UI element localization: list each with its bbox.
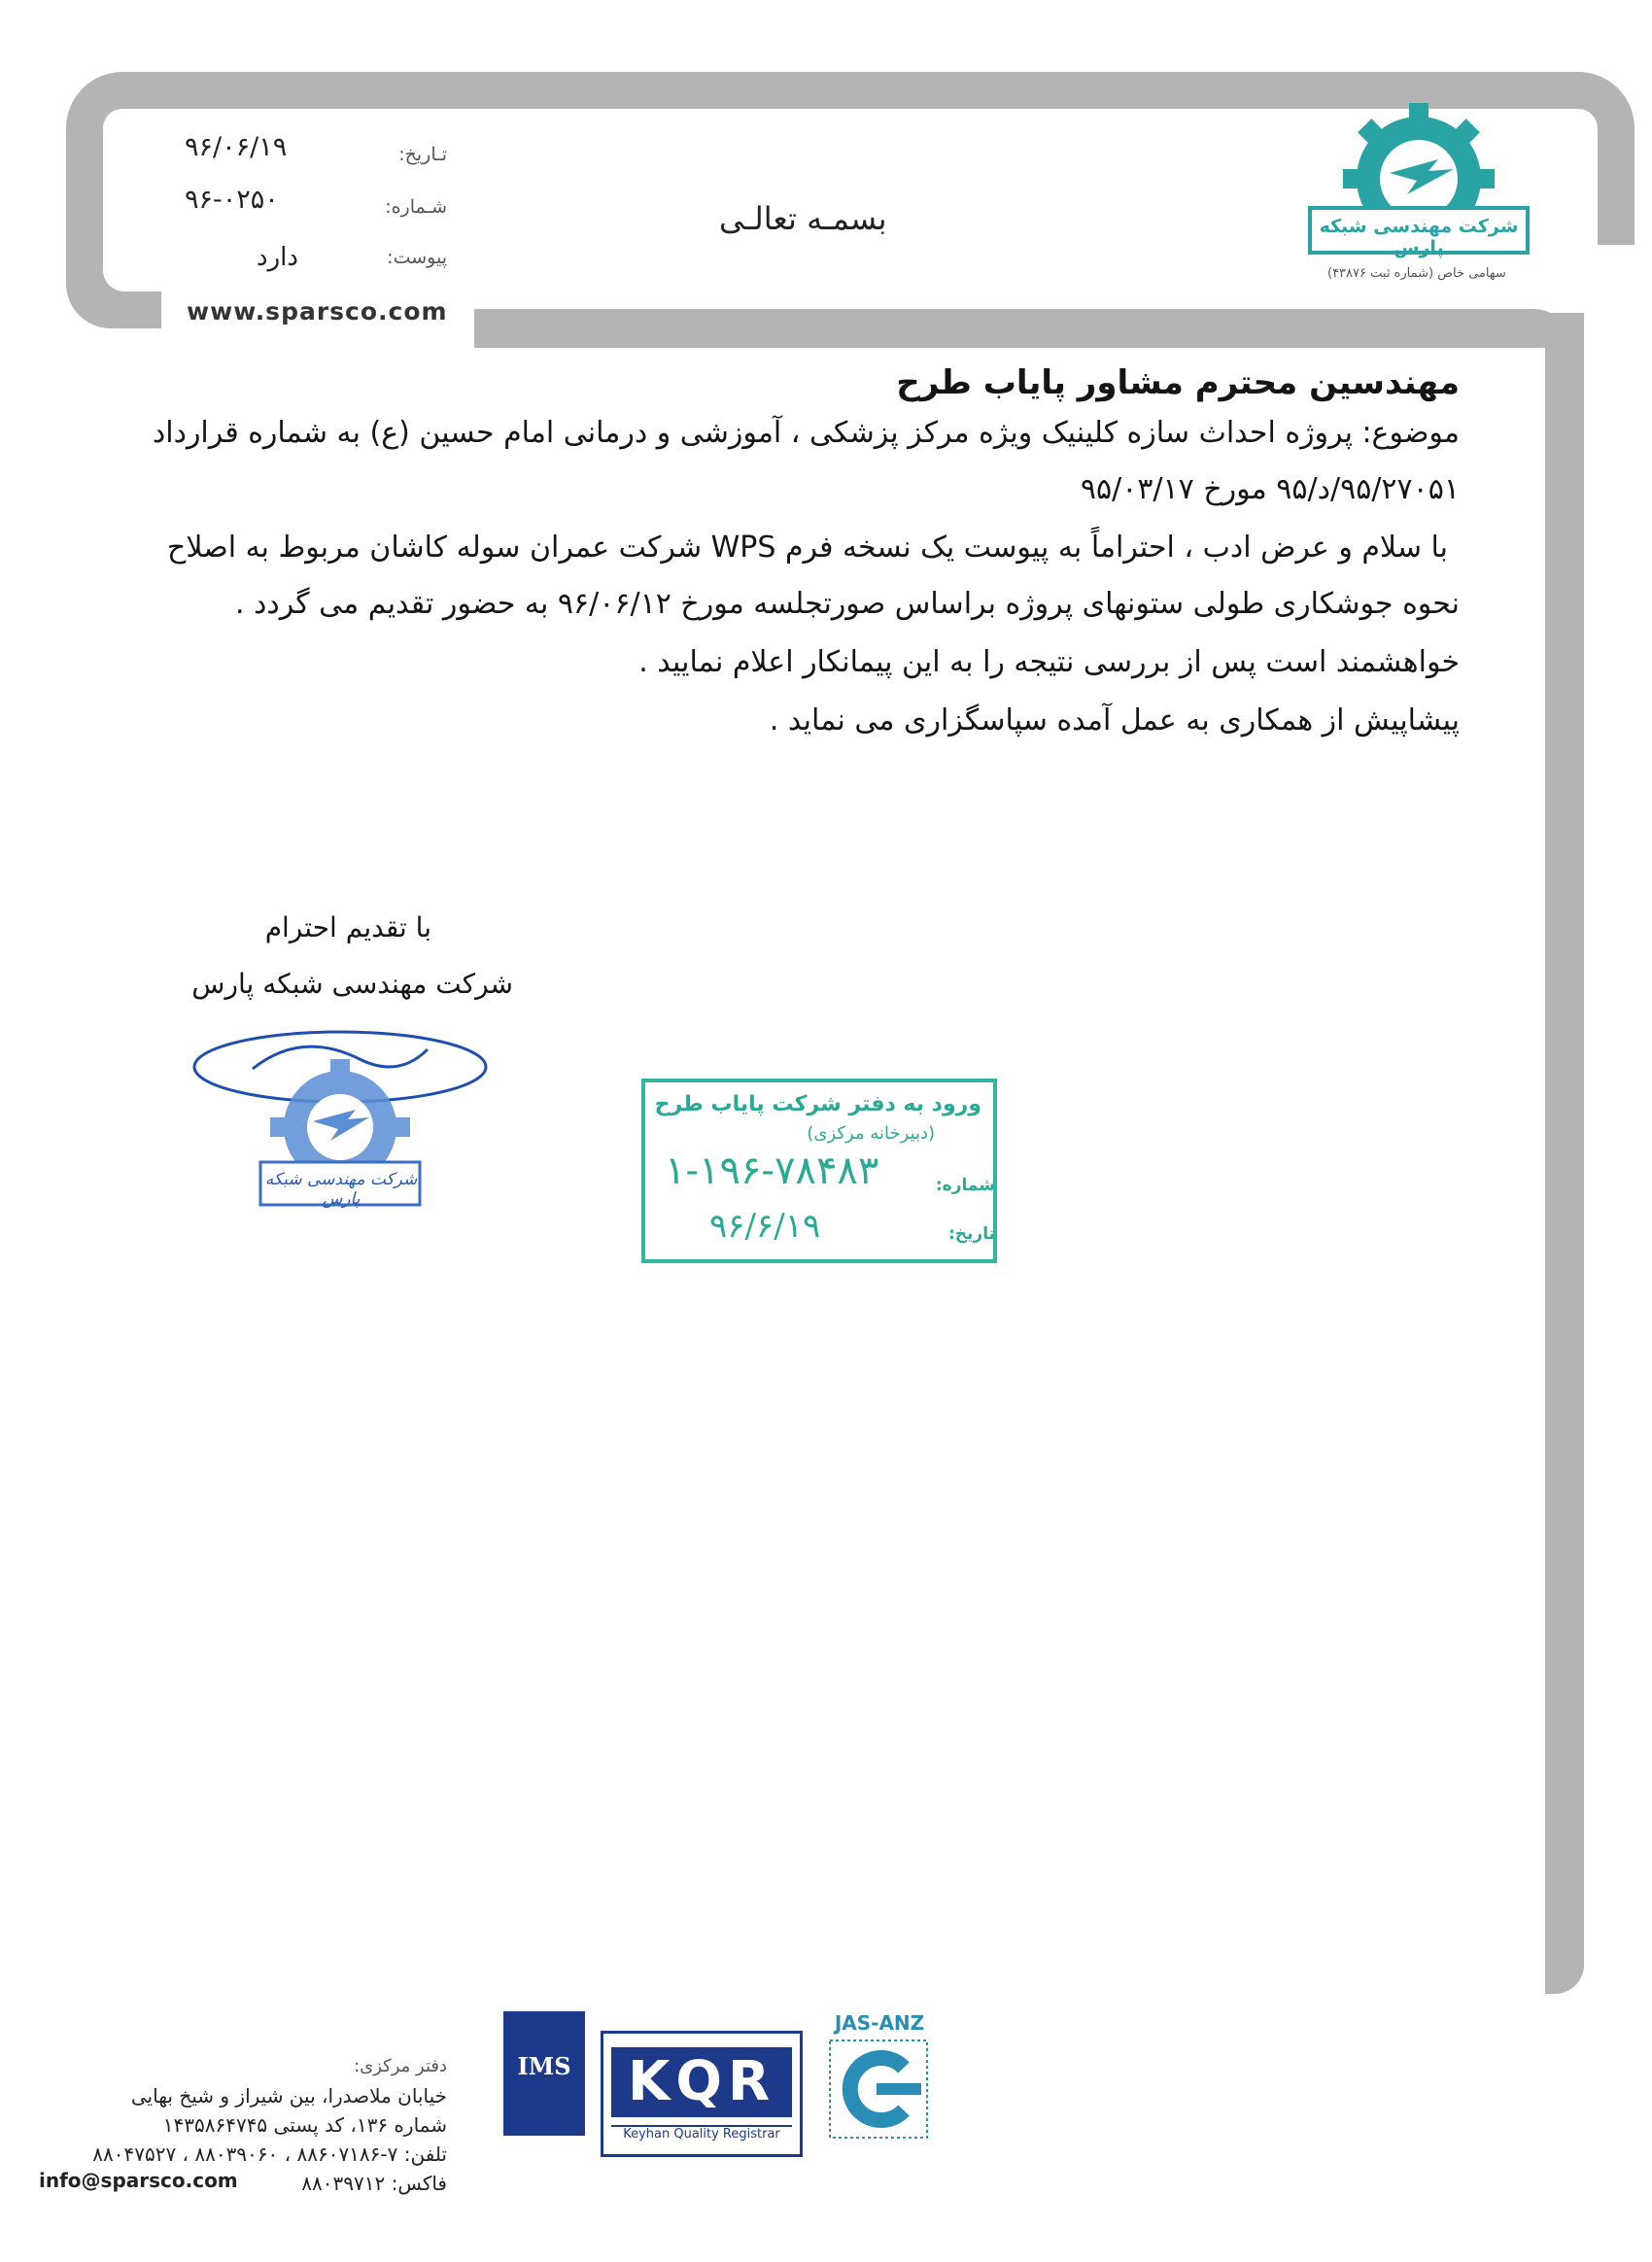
phone-line: تلفن: ۷-۸۸۶۰۷۱۸۶ ، ۸۸۰۳۹۰۶۰ ، ۸۸۰۴۷۵۲۷	[92, 2142, 447, 2166]
body-line-3: خواهشمند است پس از بررسی نتیجه را به این پیمانکار اعلام نمایید .	[638, 645, 1460, 679]
subject-line-1: موضوع: پروژه احداث سازه کلینیک ویژه مرکز پزشکی ، آموزشی و درمانی امام حسین (ع) به شماره قرارداد	[152, 416, 1460, 450]
letterhead-frame-mid	[474, 309, 1572, 348]
closing-company: شرکت مهندسی شبکه پارس	[191, 968, 513, 1000]
letterhead-frame-right	[1545, 313, 1584, 1994]
kqr-cert-subtitle: Keyhan Quality Registrar	[611, 2125, 792, 2142]
closing-regards: با تقدیم احترام	[264, 911, 431, 943]
jasanz-c-icon	[826, 2035, 933, 2142]
number-label: شـماره:	[385, 196, 447, 218]
kqr-cert-text: KQR	[611, 2047, 792, 2117]
ims-cert-text: IMS	[517, 2052, 571, 2080]
letter-meta	[185, 132, 447, 288]
received-stamp	[641, 1079, 997, 1263]
stamp-number-value: ۱-۱۹۶-۷۸۴۸۳	[665, 1148, 879, 1193]
website-url[interactable]: www.sparsco.com	[187, 297, 448, 326]
stamp-title: ورود به دفتر شرکت پایاب طرح	[654, 1092, 981, 1116]
subject-line-2: ۹۵/۲۷۰۵۱/د/۹۵ مورخ ۹۵/۰۳/۱۷	[1080, 472, 1460, 506]
attachment-value: دارد	[257, 243, 298, 272]
stamp-date-value: ۹۶/۶/۱۹	[709, 1207, 821, 1246]
footer-email[interactable]: info@sparsco.com	[39, 2169, 238, 2192]
recipient-line: مهندسین محترم مشاور پایاب طرح	[896, 363, 1460, 402]
address-line-2: شماره ۱۳۶، کد پستی ۱۴۳۵۸۶۴۷۴۵	[162, 2113, 447, 2137]
kqr-cert-logo	[601, 2031, 803, 2157]
stamp-subtitle: (دبیرخانه مرکزی)	[807, 1123, 935, 1144]
jasanz-cert-text: JAS-ANZ	[834, 2011, 925, 2035]
logo-caption: سهامی خاص (شماره ثبت ۴۳۸۷۶)	[1327, 266, 1506, 281]
seal-company-name: شرکت مهندسی شبکه پارس	[264, 1170, 418, 1209]
company-seal	[185, 1020, 505, 1215]
body-line-2: نحوه جوشکاری طولی ستونهای پروژه براساس صورتجلسه مورخ ۹۶/۰۶/۱۲ به حضور تقدیم می گردد .	[234, 587, 1460, 621]
fax-line: فاکس: ۸۸۰۳۹۷۱۲	[301, 2172, 447, 2195]
basmala: بسمـه تعالـی	[719, 200, 887, 237]
office-label: دفتر مرکزی:	[354, 2056, 447, 2076]
number-value: ۹۶-۰۲۵۰	[185, 185, 279, 215]
jasanz-cert-logo	[826, 2011, 933, 2147]
logo-company-name: شرکت مهندسی شبکه پارس	[1319, 216, 1519, 258]
attachment-label: پیوست:	[387, 247, 447, 268]
stamp-number-label: شماره:	[935, 1176, 995, 1195]
address-line-1: خیابان ملاصدرا، بین شیراز و شیخ بهایی	[130, 2084, 447, 2108]
stamp-date-label: تاریخ:	[948, 1224, 995, 1244]
body-line-1: با سلام و عرض ادب ، احتراماً به پیوست یک نسخه فرم WPS شرکت عمران سوله کاشان مربوط به اصلاح	[166, 531, 1448, 565]
ims-cert-logo	[503, 2011, 585, 2136]
date-value: ۹۶/۰۶/۱۹	[185, 132, 288, 162]
date-label: تـاریخ:	[398, 144, 447, 165]
letterhead-frame-left	[66, 208, 161, 328]
body-line-4: پیشاپیش از همکاری به عمل آمده سپاسگزاری می نماید .	[769, 703, 1460, 737]
